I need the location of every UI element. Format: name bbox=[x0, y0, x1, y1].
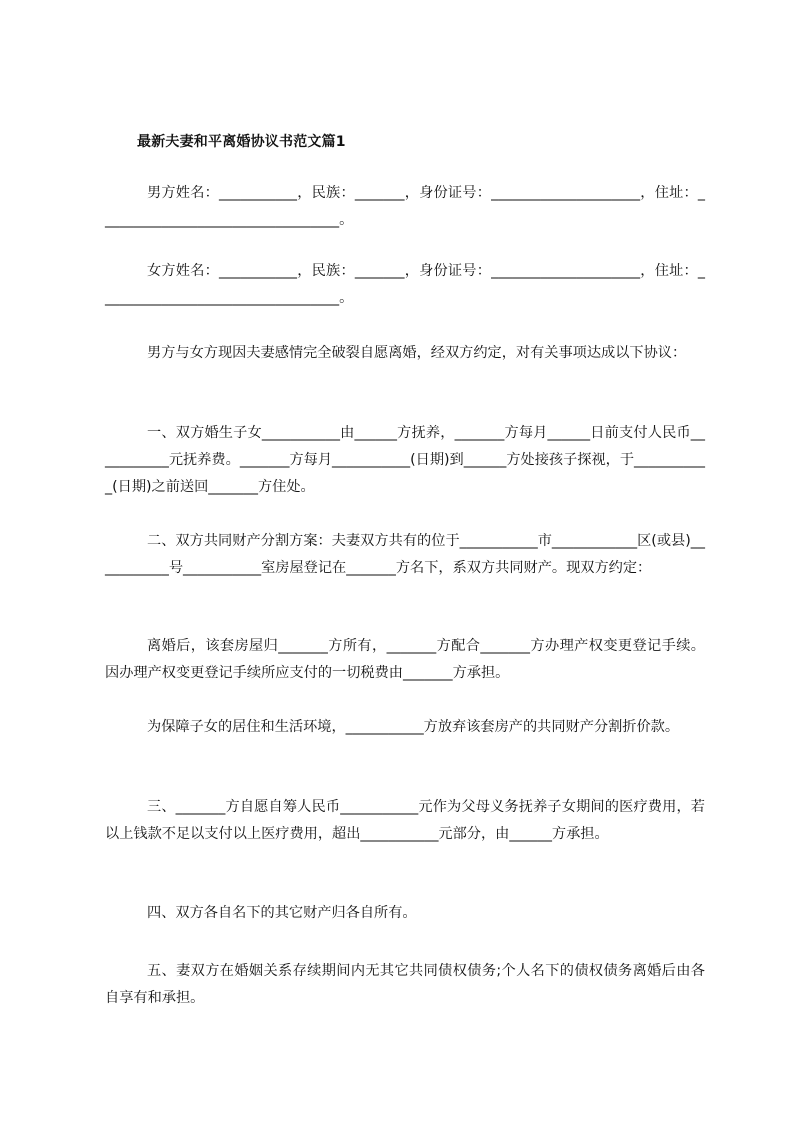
paragraph-intro: 男方与女方现因夫妻感情完全破裂自愿离婚，经双方约定，对有关事项达成以下协议： bbox=[147, 345, 687, 361]
paragraph-own-property: 四、双方各自名下的其它财产归各自所有。 bbox=[147, 905, 417, 921]
paragraph-property: 二、双方共同财产分割方案：夫妻双方共有的位于___________市____________区(或县)___________号___________室房屋登记在_______方名下，系双方共同财产。现双方约定： bbox=[105, 533, 705, 576]
paragraph-female-info: 女方姓名：___________，民族：_______，身份证号：_____________________，住址：__________________________________。 bbox=[105, 263, 705, 306]
paragraph-house: 离婚后，该套房屋归_______方所有，_______方配合_______方办理产权变更登记手续。因办理产权变更登记手续所应支付的一切税费由_______方承担。 bbox=[105, 638, 705, 681]
paragraph-medical: 三、_______方自愿自筹人民币___________元作为父母义务抚养子女期间的医疗费用，若以上钱款不足以支付以上医疗费用，超出___________元部分，由______方承担。 bbox=[105, 799, 705, 842]
paragraph-waiver: 为保障子女的居住和生活环境，___________方放弃该套房产的共同财产分割折价款。 bbox=[147, 719, 680, 735]
paragraph-debts: 五、妻双方在婚姻关系存续期间内无其它共同债权债务;个人名下的债权债务离婚后由各自享有和承担。 bbox=[105, 963, 705, 1006]
paragraph-male-info: 男方姓名：___________，民族：_______，身份证号：_____________________，住址：__________________________________。 bbox=[105, 185, 705, 228]
paragraph-children: 一、双方婚生子女___________由______方抚养，_______方每月______日前支付人民币___________元抚养费。_______方每月___________(日期)到______方处接孩子探视，于___________(日期)之前送回_______方住处。 bbox=[105, 425, 705, 495]
document-title: 最新夫妻和平离婚协议书范文篇1 bbox=[137, 134, 346, 150]
